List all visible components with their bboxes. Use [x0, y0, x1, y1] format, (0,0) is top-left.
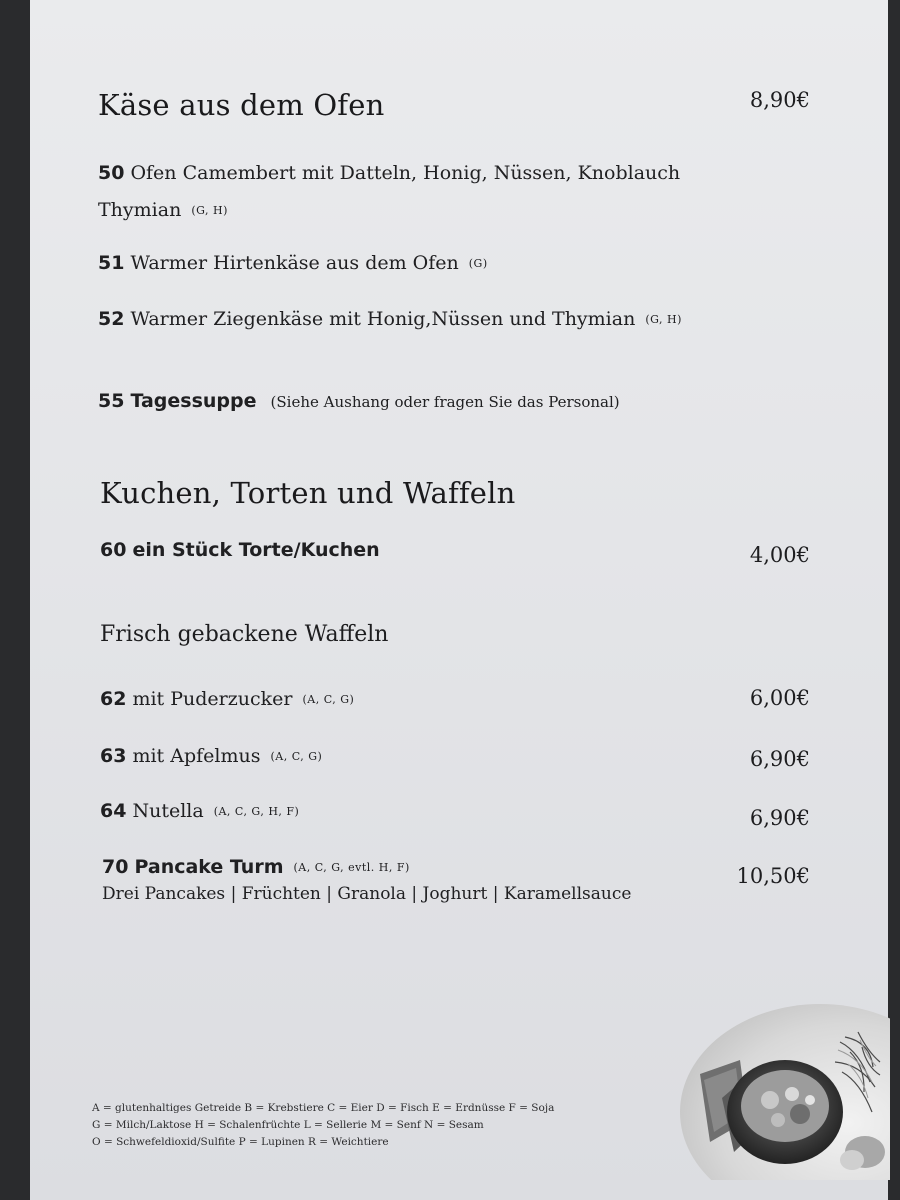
menu-item-52	[98, 308, 682, 330]
item-number: 63	[100, 745, 127, 767]
menu-item-51	[98, 252, 488, 274]
item-text: Warmer Ziegenkäse mit Honig,Nüssen und Thymian	[130, 308, 636, 330]
item-number: 62	[100, 688, 127, 710]
menu-item-62	[100, 688, 354, 710]
menu-item-60	[100, 539, 380, 561]
allergen-codes: (A, C, G)	[270, 750, 323, 763]
legend-line: G = Milch/Laktose H = Schalenfrüchte L = Sellerie M = Senf N = Sesam	[92, 1119, 484, 1131]
menu-item-64	[100, 800, 299, 822]
item-number: 51	[98, 252, 125, 274]
menu-item-70	[102, 856, 410, 878]
allergen-codes: (A, C, G)	[302, 693, 355, 706]
item-number: 55	[98, 390, 125, 412]
allergen-codes: (A, C, G, evtl. H, F)	[293, 861, 410, 874]
menu-item-50-line2	[98, 199, 228, 221]
item-text: Thymian	[98, 199, 182, 221]
item-number: 64	[100, 800, 127, 822]
item-name: Tagessuppe	[130, 390, 257, 412]
menu-item-63-price: 6,90€	[749, 747, 810, 771]
item-text: mit Apfelmus	[132, 745, 261, 767]
legend-line: O = Schwefeldioxid/Sulfite P = Lupinen R = Weichtiere	[92, 1136, 389, 1148]
cakes-section-title: Kuchen, Torten und Waffeln	[100, 476, 516, 510]
cheese-section-price: 8,90€	[749, 88, 810, 112]
item-text: mit Puderzucker	[132, 688, 293, 710]
item-name: ein Stück Torte/Kuchen	[132, 539, 380, 561]
item-number: 52	[98, 308, 125, 330]
item-number: 60	[100, 539, 127, 561]
menu-page	[30, 0, 888, 1200]
allergen-codes: (G)	[468, 257, 488, 270]
menu-item-70-price: 10,50€	[736, 864, 810, 888]
menu-item-63	[100, 745, 322, 767]
menu-item-55	[98, 390, 620, 412]
menu-item-62-price: 6,00€	[749, 686, 810, 710]
item-note: (Siehe Aushang oder fragen Sie das Personal)	[270, 393, 620, 411]
item-text: Nutella	[132, 800, 204, 822]
item-number: 50	[98, 162, 125, 184]
allergen-legend	[92, 1100, 554, 1151]
food-bowl-photo	[670, 1002, 890, 1180]
legend-line: A = glutenhaltiges Getreide B = Krebstiere C = Eier D = Fisch E = Erdnüsse F = Soja	[92, 1102, 555, 1114]
item-number: 70	[102, 856, 129, 878]
allergen-codes: (G, H)	[191, 204, 228, 217]
menu-item-50	[98, 162, 680, 184]
item-text: Ofen Camembert mit Datteln, Honig, Nüssen, Knoblauch	[130, 162, 681, 184]
allergen-codes: (G, H)	[645, 313, 682, 326]
cheese-section-title: Käse aus dem Ofen	[98, 88, 385, 122]
menu-item-64-price: 6,90€	[749, 806, 810, 830]
allergen-codes: (A, C, G, H, F)	[213, 805, 300, 818]
waffles-subtitle: Frisch gebackene Waffeln	[100, 622, 389, 647]
item-text: Warmer Hirtenkäse aus dem Ofen	[130, 252, 459, 274]
item-name: Pancake Turm	[134, 856, 284, 878]
pancake-description: Drei Pancakes | Früchten | Granola | Joghurt | Karamellsauce	[102, 884, 632, 904]
menu-item-60-price: 4,00€	[749, 543, 810, 567]
